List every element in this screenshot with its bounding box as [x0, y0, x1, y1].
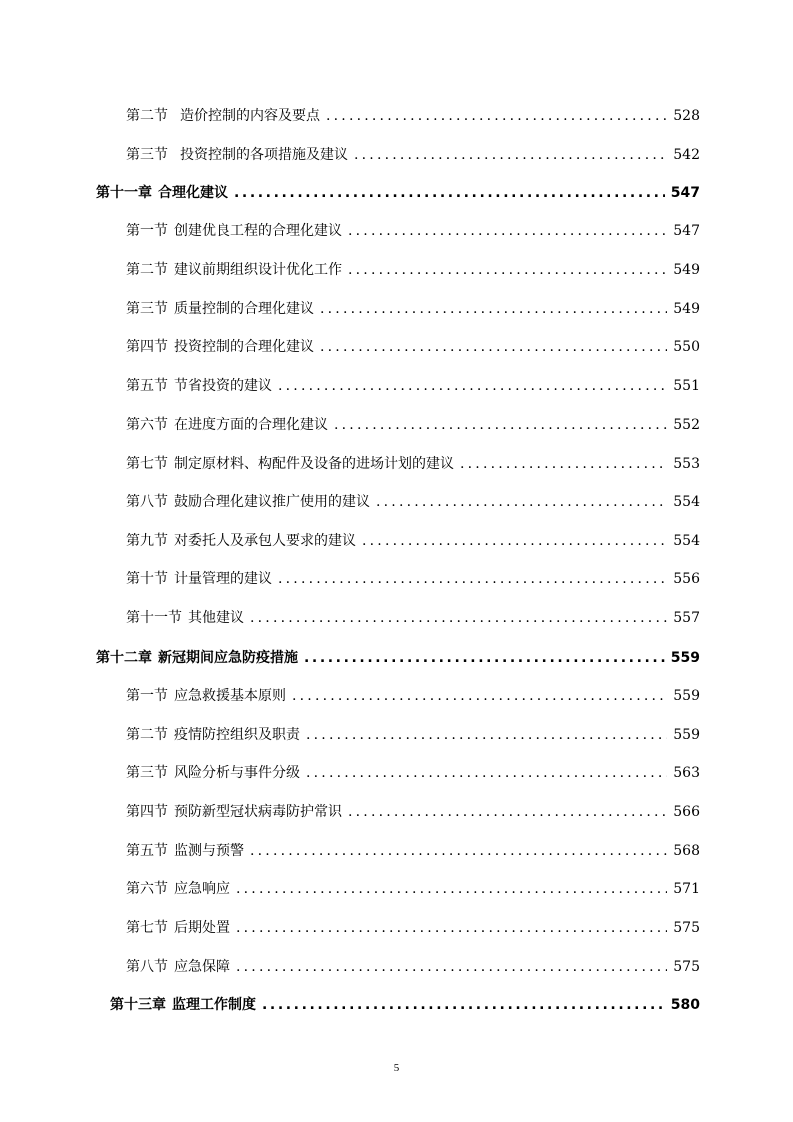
- toc-leader-dots: [460, 452, 667, 476]
- toc-entry-title: [126, 684, 286, 708]
- toc-entry-title: [126, 104, 320, 128]
- toc-entry-text: 应急保障: [174, 959, 230, 975]
- toc-entry-title: [126, 374, 272, 398]
- toc-entry-text: 应急救援基本原则: [174, 688, 286, 704]
- toc-entry-title: [126, 529, 356, 553]
- toc-leader-dots: [376, 490, 667, 514]
- toc-page-number: 550: [673, 339, 700, 355]
- toc-leader-dots: [278, 567, 667, 591]
- toc-entry-text: 其他建议: [188, 610, 244, 626]
- toc-entry-text: 后期处置: [174, 920, 230, 936]
- toc-entry[interactable]: [126, 219, 700, 243]
- toc-page-number: 571: [673, 881, 700, 897]
- toc-entry-text: 节省投资的建议: [174, 378, 272, 394]
- toc-entry-title: [126, 452, 454, 476]
- toc-entry-number: 第四节: [126, 804, 168, 820]
- toc-entry[interactable]: [126, 916, 700, 940]
- toc-chapter-entry[interactable]: [110, 993, 700, 1017]
- toc-page-number: 553: [673, 456, 700, 472]
- toc-chapter-text: 合理化建议: [158, 185, 228, 201]
- toc-entry-title: [126, 916, 230, 940]
- toc-entry-number: 第九节: [126, 533, 168, 549]
- toc-entry-number: 第五节: [126, 843, 168, 859]
- toc-entry-title: [126, 723, 300, 747]
- toc-page-number: 559: [673, 727, 700, 743]
- toc-entry[interactable]: [126, 839, 700, 863]
- toc-leader-dots: [348, 219, 667, 243]
- toc-entry-number: 第一节: [126, 688, 168, 704]
- toc-entry-text: 风险分析与事件分级: [174, 765, 300, 781]
- toc-entry-text: 对委托人及承包人要求的建议: [174, 533, 356, 549]
- toc-leader-dots: [236, 877, 667, 901]
- toc-page-number: 559: [670, 650, 700, 666]
- toc-entry[interactable]: [126, 955, 700, 979]
- toc-leader-dots: [306, 723, 667, 747]
- toc-entry-text: 创建优良工程的合理化建议: [174, 223, 342, 239]
- toc-entry-title: [126, 297, 314, 321]
- toc-entry-number: 第二节: [126, 727, 168, 743]
- toc-entry-title: [126, 567, 272, 591]
- toc-page-number: 568: [673, 843, 700, 859]
- toc-entry-title: [126, 800, 342, 824]
- toc-leader-dots: [234, 181, 665, 205]
- toc-leader-dots: [262, 993, 665, 1017]
- toc-entry-title: [126, 335, 314, 359]
- toc-page-number: 528: [673, 108, 700, 124]
- toc-leader-dots: [236, 955, 667, 979]
- toc-page-number: 566: [673, 804, 700, 820]
- toc-entry[interactable]: [126, 684, 700, 708]
- toc-entry[interactable]: [126, 877, 700, 901]
- toc-page-number: 559: [673, 688, 700, 704]
- toc-entry-number: 第六节: [126, 417, 168, 433]
- toc-chapter-title: [96, 646, 298, 670]
- toc-entry-text: 监测与预警: [174, 843, 244, 859]
- toc-entry-text: 在进度方面的合理化建议: [174, 417, 328, 433]
- toc-entry-title: [126, 877, 230, 901]
- toc-leader-dots: [304, 646, 665, 670]
- toc-entry[interactable]: [126, 413, 700, 437]
- toc-entry-text: 疫情防控组织及职责: [174, 727, 300, 743]
- toc-entry-text: 造价控制的内容及要点: [180, 108, 320, 124]
- toc-entry-text: 应急响应: [174, 881, 230, 897]
- toc-chapter-entry[interactable]: [96, 181, 700, 205]
- toc-page-number: 549: [673, 301, 700, 317]
- toc-entry[interactable]: [126, 452, 700, 476]
- toc-entry-title: [126, 606, 244, 630]
- toc-leader-dots: [292, 684, 667, 708]
- toc-leader-dots: [348, 258, 667, 282]
- toc-entry-number: 第三节: [126, 301, 168, 317]
- toc-entry-text: 预防新型冠状病毒防护常识: [174, 804, 342, 820]
- toc-entry-title: [126, 258, 342, 282]
- toc-entry-title: [126, 761, 300, 785]
- toc-chapter-title: [96, 181, 228, 205]
- toc-entry-number: 第八节: [126, 494, 168, 510]
- toc-entry[interactable]: [126, 297, 700, 321]
- toc-entry[interactable]: [126, 143, 700, 167]
- toc-chapter-number: 第十三章: [110, 997, 166, 1013]
- toc-entry-text: 投资控制的各项措施及建议: [180, 147, 348, 163]
- toc-entry[interactable]: [126, 104, 700, 128]
- toc-entry[interactable]: [126, 800, 700, 824]
- toc-page-number: 552: [673, 417, 700, 433]
- toc-leader-dots: [250, 606, 667, 630]
- toc-entry-title: [126, 219, 342, 243]
- toc-entry-number: 第五节: [126, 378, 168, 394]
- toc-entry[interactable]: [126, 490, 700, 514]
- toc-page-number: 575: [673, 920, 700, 936]
- toc-entry-text: 鼓励合理化建议推广使用的建议: [174, 494, 370, 510]
- toc-entry-number: 第七节: [126, 456, 168, 472]
- toc-entry-number: 第六节: [126, 881, 168, 897]
- toc-leader-dots: [320, 335, 667, 359]
- toc-chapter-number: 第十二章: [96, 650, 152, 666]
- toc-entry[interactable]: [126, 606, 700, 630]
- toc-entry-title: [126, 143, 348, 167]
- toc-leader-dots: [362, 529, 667, 553]
- toc-page-number: 551: [673, 378, 700, 394]
- toc-entry-text: 质量控制的合理化建议: [174, 301, 314, 317]
- toc-entry-number: 第八节: [126, 959, 168, 975]
- toc-entry-number: 第四节: [126, 339, 168, 355]
- toc-leader-dots: [348, 800, 667, 824]
- toc-entry[interactable]: [126, 723, 700, 747]
- toc-leader-dots: [306, 761, 667, 785]
- toc-leader-dots: [236, 916, 667, 940]
- toc-entry-title: [126, 413, 328, 437]
- toc-page-number: 542: [673, 147, 700, 163]
- toc-entry-title: [126, 955, 230, 979]
- toc-entry[interactable]: [126, 335, 700, 359]
- toc-entry-number: 第十节: [126, 571, 168, 587]
- toc-page-number: 556: [673, 571, 700, 587]
- toc-entry[interactable]: [126, 761, 700, 785]
- toc-chapter-text: 新冠期间应急防疫措施: [158, 650, 298, 666]
- toc-leader-dots: [354, 143, 667, 167]
- toc-page-number: 563: [673, 765, 700, 781]
- toc-page-number: 554: [673, 533, 700, 549]
- toc-entry-text: 计量管理的建议: [174, 571, 272, 587]
- toc-entry-number: 第一节: [126, 223, 168, 239]
- toc-entry-text: 建议前期组织设计优化工作: [174, 262, 342, 278]
- toc-entry-text: 投资控制的合理化建议: [174, 339, 314, 355]
- toc-entry-number: 第七节: [126, 920, 168, 936]
- toc-entry-number: 第二节: [126, 108, 168, 124]
- toc-chapter-number: 第十一章: [96, 185, 152, 201]
- toc-entry[interactable]: [126, 567, 700, 591]
- toc-entry-title: [126, 839, 244, 863]
- toc-page-number: 547: [673, 223, 700, 239]
- toc-entry[interactable]: [126, 529, 700, 553]
- toc-entry-text: 制定原材料、构配件及设备的进场计划的建议: [174, 456, 454, 472]
- toc-page-number: 554: [673, 494, 700, 510]
- toc-leader-dots: [250, 839, 667, 863]
- toc-leader-dots: [278, 374, 667, 398]
- toc-chapter-entry[interactable]: [96, 646, 700, 670]
- toc-chapter-text: 监理工作制度: [172, 997, 256, 1013]
- toc-chapter-title: [110, 993, 256, 1017]
- toc-entry-title: [126, 490, 370, 514]
- toc-page-number: 547: [670, 185, 700, 201]
- toc-leader-dots: [326, 104, 667, 128]
- toc-page-number: 580: [670, 997, 700, 1013]
- toc-page-number: 575: [673, 959, 700, 975]
- toc-entry-number: 第二节: [126, 262, 168, 278]
- page-footer-number: 5: [393, 1062, 400, 1074]
- toc-page-number: 557: [673, 610, 700, 626]
- toc-entry-number: 第十一节: [126, 610, 182, 626]
- toc-entry[interactable]: [126, 258, 700, 282]
- toc-entry-number: 第三节: [126, 765, 168, 781]
- toc-entry[interactable]: [126, 374, 700, 398]
- toc-entry-number: 第三节: [126, 147, 168, 163]
- toc-leader-dots: [334, 413, 667, 437]
- toc-page-number: 549: [673, 262, 700, 278]
- toc-leader-dots: [320, 297, 667, 321]
